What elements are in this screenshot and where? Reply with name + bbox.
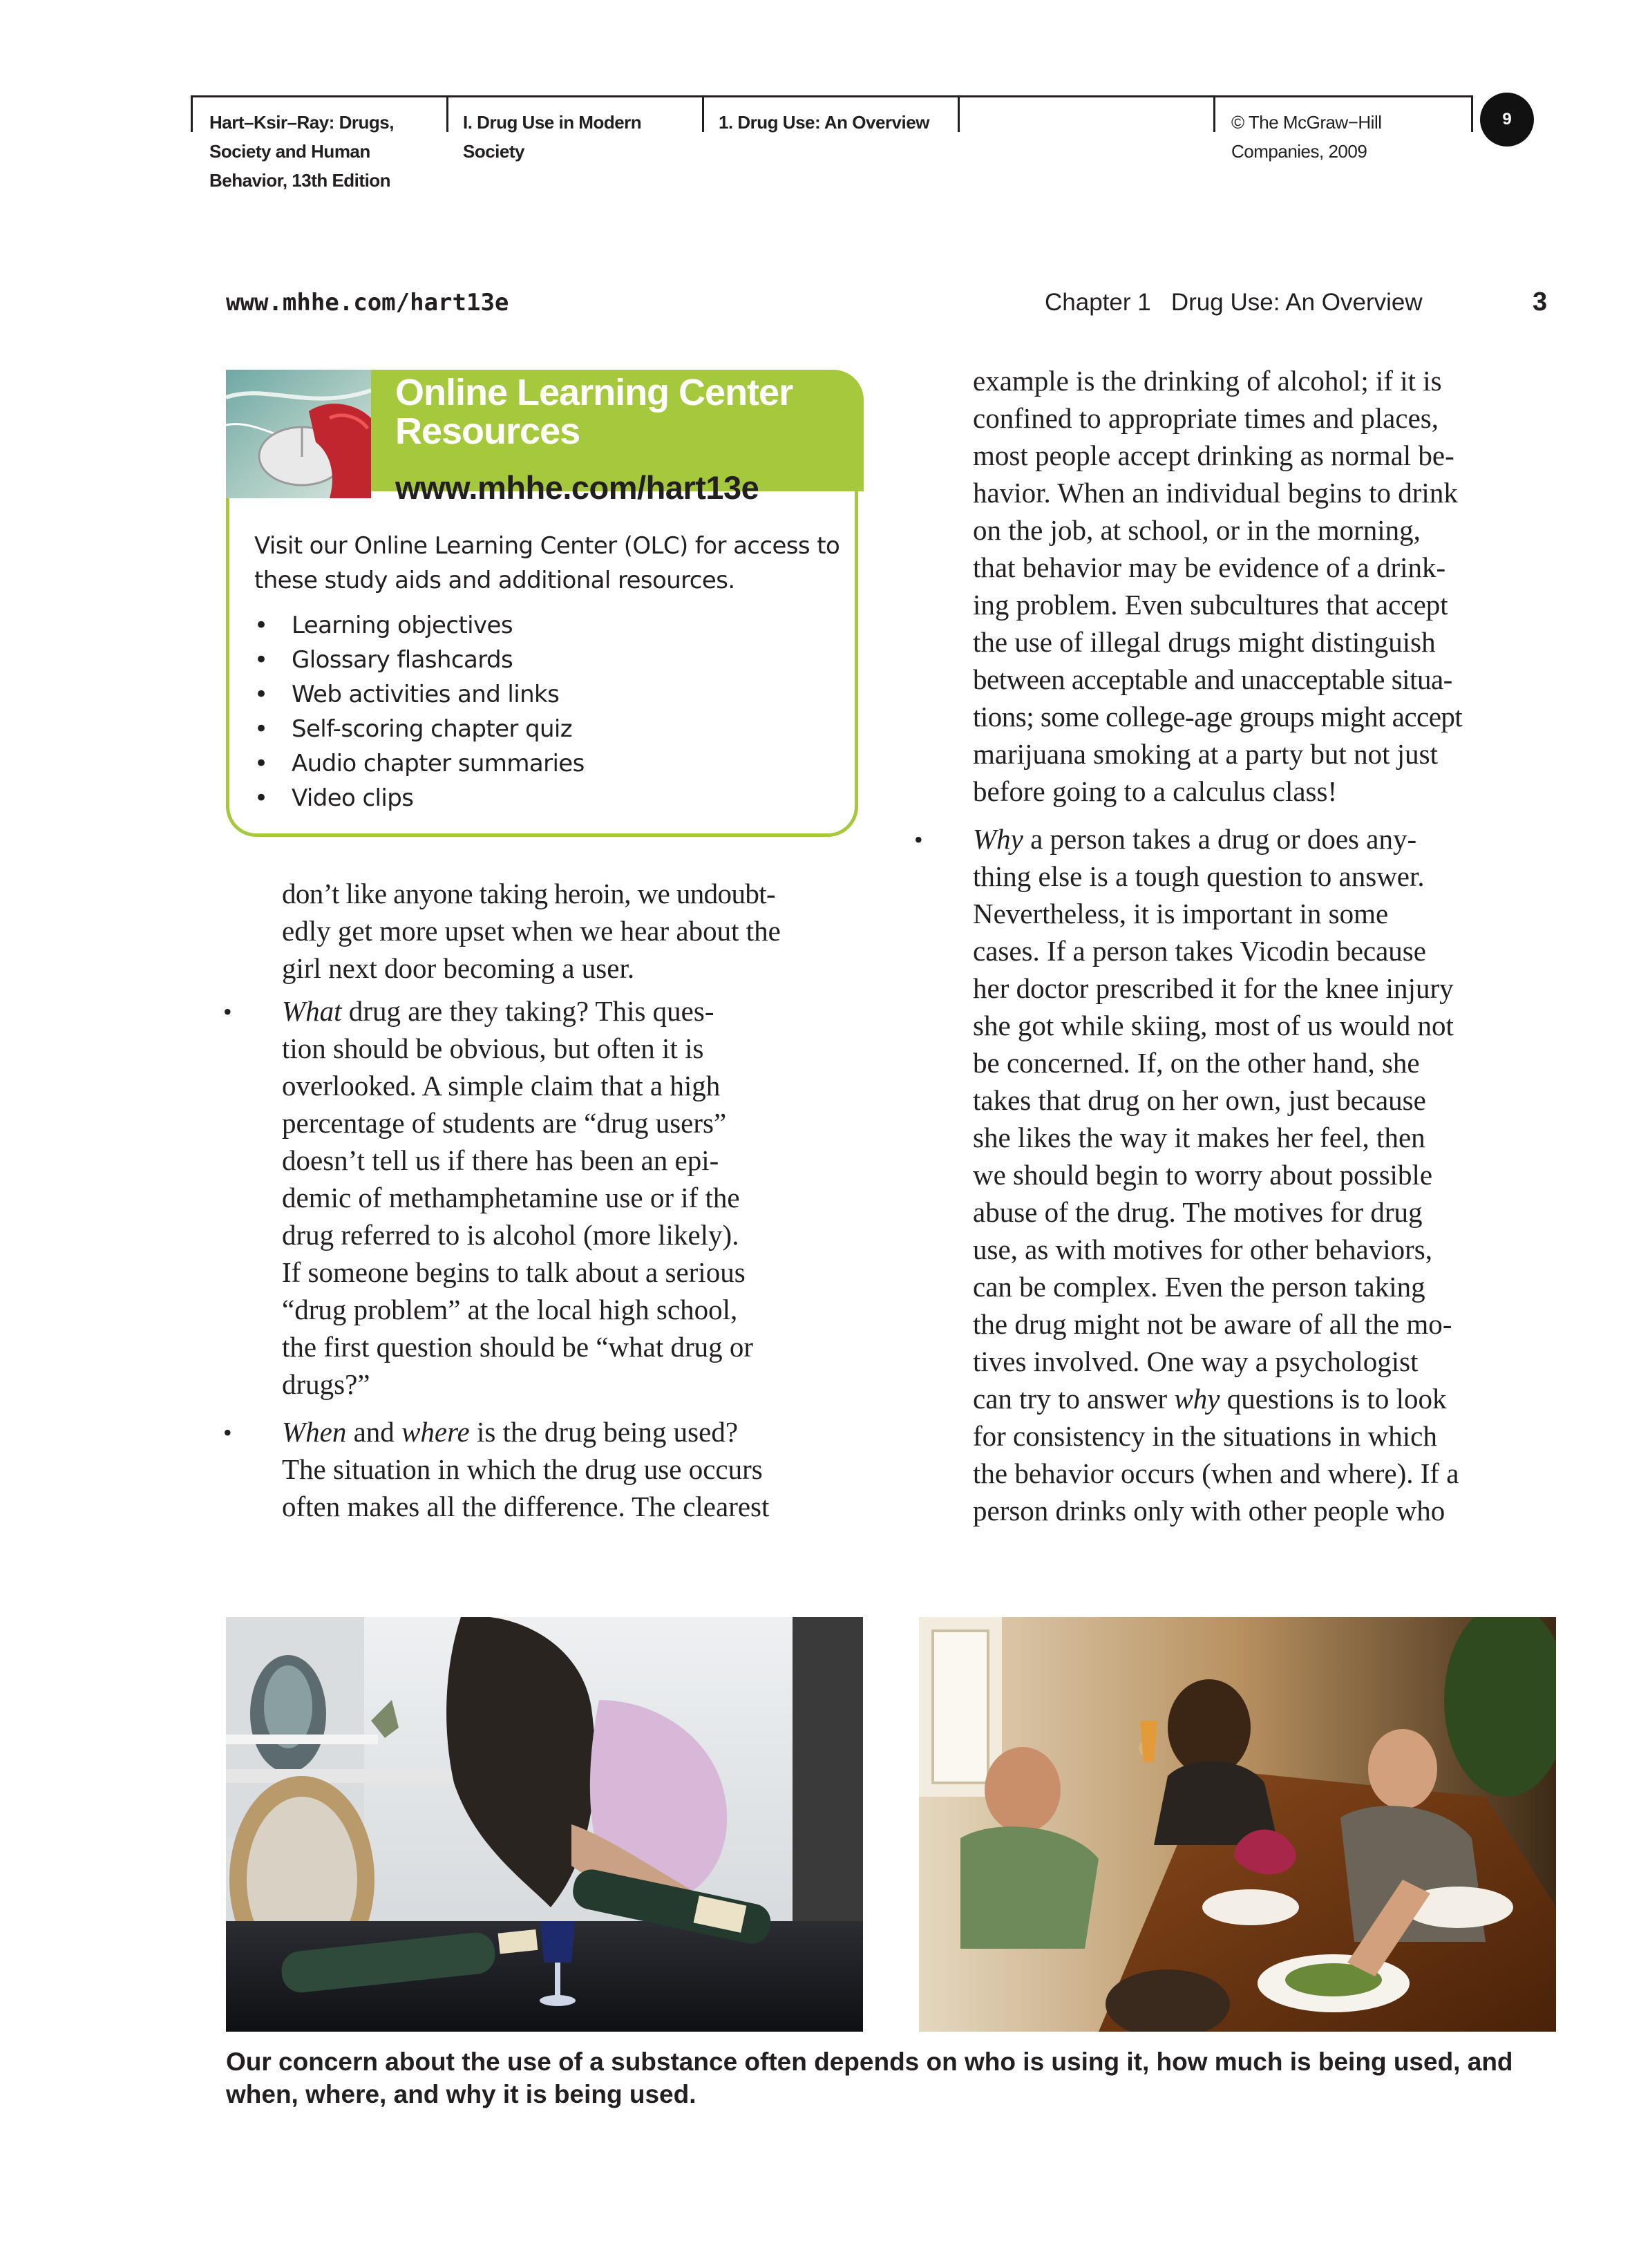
- list-item: • Web activities and links: [254, 677, 585, 712]
- text-line: that behavior may be evidence of a drink-: [973, 551, 1446, 583]
- header-part-title: I. Drug Use in Modern Society: [463, 112, 642, 162]
- text-line: thing else is a tough question to answer.: [973, 860, 1425, 892]
- bullet-icon: •: [254, 646, 268, 674]
- olc-title: Online Learning Center Resources: [395, 372, 793, 452]
- header-book-title: Hart–Ksir–Ray: Drugs, Society and Human Behavior, 13th Edition: [209, 112, 394, 191]
- text-line: example is the drinking of alcohol; if it is: [973, 365, 1442, 397]
- text-line: tion should be obvious, but often it is: [282, 1032, 704, 1064]
- text-line: When and where is the drug being used?: [282, 1416, 739, 1448]
- text-line: the use of illegal drugs might distinguish: [973, 626, 1436, 658]
- text-line: most people accept drinking as normal be-: [973, 440, 1454, 471]
- text-line: drug referred to is alcohol (more likely).: [282, 1219, 739, 1251]
- text-line: cases. If a person takes Vicodin because: [973, 935, 1426, 967]
- text-line: she likes the way it makes her feel, then: [973, 1122, 1425, 1153]
- header-chapter-title: 1. Drug Use: An Overview: [719, 112, 929, 133]
- bullet-icon: •: [223, 1419, 232, 1446]
- text-line: edly get more upset when we hear about the: [282, 915, 781, 947]
- text-line: takes that drug on her own, just because: [973, 1084, 1426, 1116]
- text-line: can be complex. Even the person taking: [973, 1271, 1425, 1303]
- running-head-url: www.mhhe.com/hart13e: [226, 289, 509, 316]
- text-line: doesn’t tell us if there has been an epi-: [282, 1144, 719, 1176]
- list-item: • Glossary flashcards: [254, 643, 585, 677]
- page-number-badge: 9: [1480, 93, 1534, 147]
- text-line: tions; some college-age groups might accept: [973, 701, 1463, 733]
- text-line: between acceptable and unacceptable situa-: [973, 663, 1452, 695]
- text-line: If someone begins to talk about a serious: [282, 1256, 746, 1288]
- list-item: • Self-scoring chapter quiz: [254, 712, 585, 746]
- text-line: overlooked. A simple claim that a high: [282, 1070, 721, 1102]
- olc-mouse-photo: [226, 370, 371, 498]
- text-line: her doctor prescribed it for the knee injury: [973, 972, 1454, 1004]
- photo-woman-pouring-wine: [226, 1617, 863, 2032]
- running-head-page-number: 3: [1533, 287, 1548, 316]
- bullet-icon: •: [223, 998, 232, 1026]
- bullet-icon: •: [254, 715, 268, 743]
- text-line: percentage of students are “drug users”: [282, 1107, 727, 1139]
- text-line: marijuana smoking at a party but not just: [973, 738, 1438, 770]
- figure-caption: Our concern about the use of a substance often depends on who is using it, how much is being used, and when, where, and why it is being used.: [226, 2048, 1513, 2108]
- text-line: she got while skiing, most of us would not: [973, 1010, 1454, 1041]
- olc-resource-list: [254, 608, 585, 815]
- text-line: abuse of the drug. The motives for drug: [973, 1196, 1423, 1228]
- text-line: can try to answer why questions is to look: [973, 1383, 1447, 1415]
- text-line: the first question should be “what drug or: [282, 1331, 754, 1363]
- text-line: Nevertheless, it is important in some: [973, 898, 1389, 929]
- text-line: on the job, at school, or in the morning,: [973, 514, 1421, 546]
- header-cell-empty: [958, 95, 1215, 132]
- olc-url[interactable]: www.mhhe.com/hart13e: [395, 469, 759, 506]
- text-line: for consistency in the situations in which: [973, 1420, 1437, 1452]
- bullet-icon: •: [254, 612, 268, 639]
- text-line: Why a person takes a drug or does any-: [973, 823, 1417, 855]
- bullet-icon: •: [254, 681, 268, 708]
- text-line: we should begin to worry about possible: [973, 1159, 1433, 1191]
- text-line: be concerned. If, on the other hand, she: [973, 1047, 1420, 1079]
- bullet-icon: •: [914, 826, 923, 853]
- running-head-chapter: Chapter 1 Drug Use: An Overview: [1045, 289, 1423, 316]
- text-line: person drinks only with other people who: [973, 1495, 1445, 1527]
- header-copyright: © The McGraw−Hill Companies, 2009: [1231, 112, 1382, 162]
- text-line: confined to appropriate times and places,: [973, 402, 1439, 434]
- text-line: the behavior occurs (when and where). If a: [973, 1457, 1459, 1489]
- text-line: don’t like anyone taking heroin, we undoubt-: [282, 878, 776, 909]
- text-line: What drug are they taking? This ques-: [282, 995, 714, 1027]
- text-line: “drug problem” at the local high school,: [282, 1294, 738, 1325]
- text-line: demic of methamphetamine use or if the: [282, 1182, 740, 1213]
- text-line: tives involved. One way a psychologist: [973, 1345, 1419, 1377]
- text-line: use, as with motives for other behaviors,: [973, 1234, 1432, 1265]
- text-line: drugs?”: [282, 1368, 370, 1400]
- text-line: girl next door becoming a user.: [282, 952, 635, 984]
- text-line: often makes all the difference. The clearest: [282, 1491, 770, 1522]
- photo-dinner-toast: [919, 1617, 1556, 2032]
- text-line: before going to a calculus class!: [973, 775, 1338, 807]
- text-line: havior. When an individual begins to drink: [973, 477, 1458, 509]
- bullet-icon: •: [254, 750, 268, 777]
- text-line: The situation in which the drug use occurs: [282, 1453, 763, 1485]
- list-item: • Learning objectives: [254, 608, 585, 643]
- text-line: ing problem. Even subcultures that accept: [973, 589, 1448, 621]
- text-line: the drug might not be aware of all the mo-: [973, 1308, 1452, 1340]
- bullet-icon: •: [254, 784, 268, 812]
- list-item: • Video clips: [254, 781, 585, 815]
- list-item: • Audio chapter summaries: [254, 746, 585, 781]
- olc-intro-text: Visit our Online Learning Center (OLC) for access to these study aids and additional resources.: [254, 532, 840, 594]
